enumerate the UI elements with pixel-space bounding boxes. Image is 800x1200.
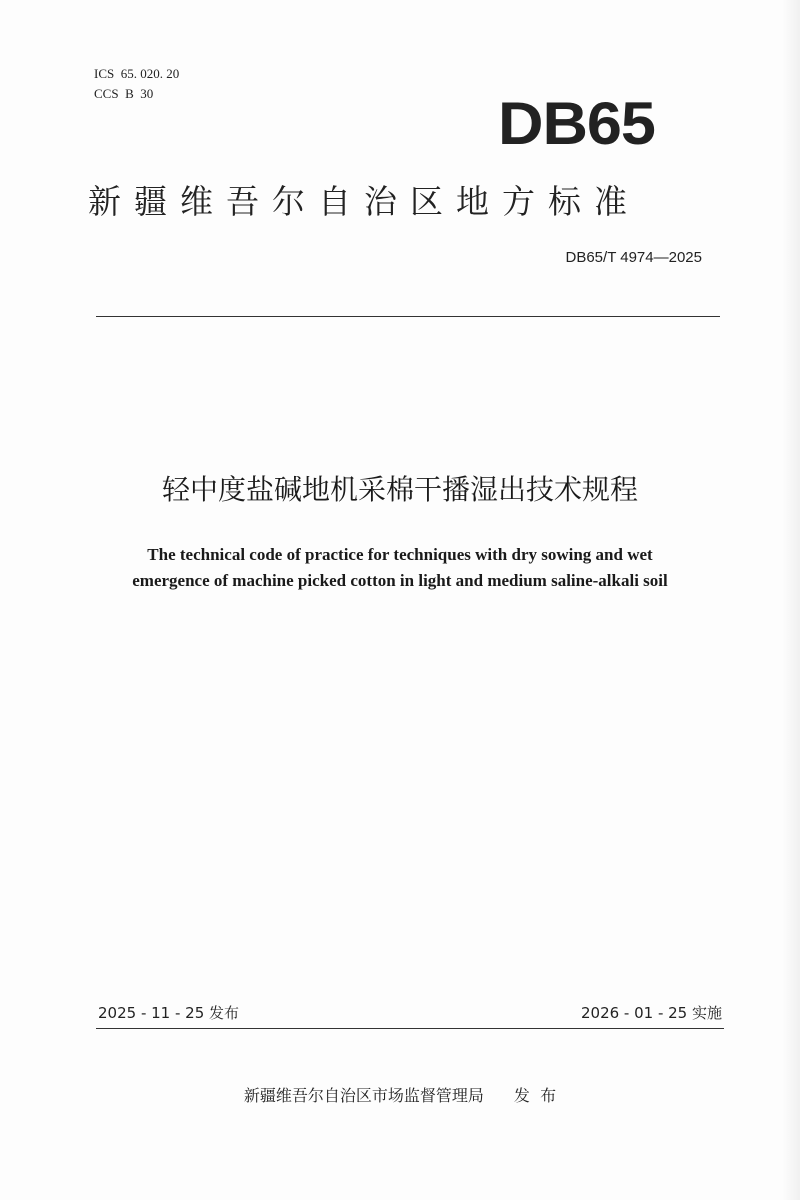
header-divider	[96, 316, 720, 317]
english-title-line-1: The technical code of practice for techniques with dry sowing and wet	[147, 545, 653, 564]
implementation-date: 2026 - 01 - 25 实施	[580, 1004, 722, 1022]
standard-number: DB65/T 4974—2025	[565, 249, 702, 266]
document-title-english	[100, 542, 700, 594]
document-title-chinese: 轻中度盐碱地机采棉干播湿出技术规程	[161, 473, 638, 506]
standard-type-heading: 新疆维吾尔自治区地方标准	[88, 182, 640, 221]
ics-code: ICS 65. 020. 20	[94, 66, 180, 81]
issuing-authority	[0, 1084, 800, 1108]
footer-divider	[96, 1028, 724, 1029]
issuer-action: 发 布	[513, 1086, 557, 1105]
issuer-name: 新疆维吾尔自治区市场监督管理局	[243, 1086, 484, 1105]
db65-logo: DB65	[498, 90, 655, 157]
issue-date: 2025 - 11 - 25 发布	[98, 1004, 240, 1022]
classification-codes	[94, 64, 179, 104]
english-title-line-2: emergence of machine picked cotton in light and medium saline-alkali soil	[132, 571, 668, 590]
ccs-code: CCS B 30	[94, 86, 154, 101]
page-edge-shadow	[782, 0, 800, 1200]
